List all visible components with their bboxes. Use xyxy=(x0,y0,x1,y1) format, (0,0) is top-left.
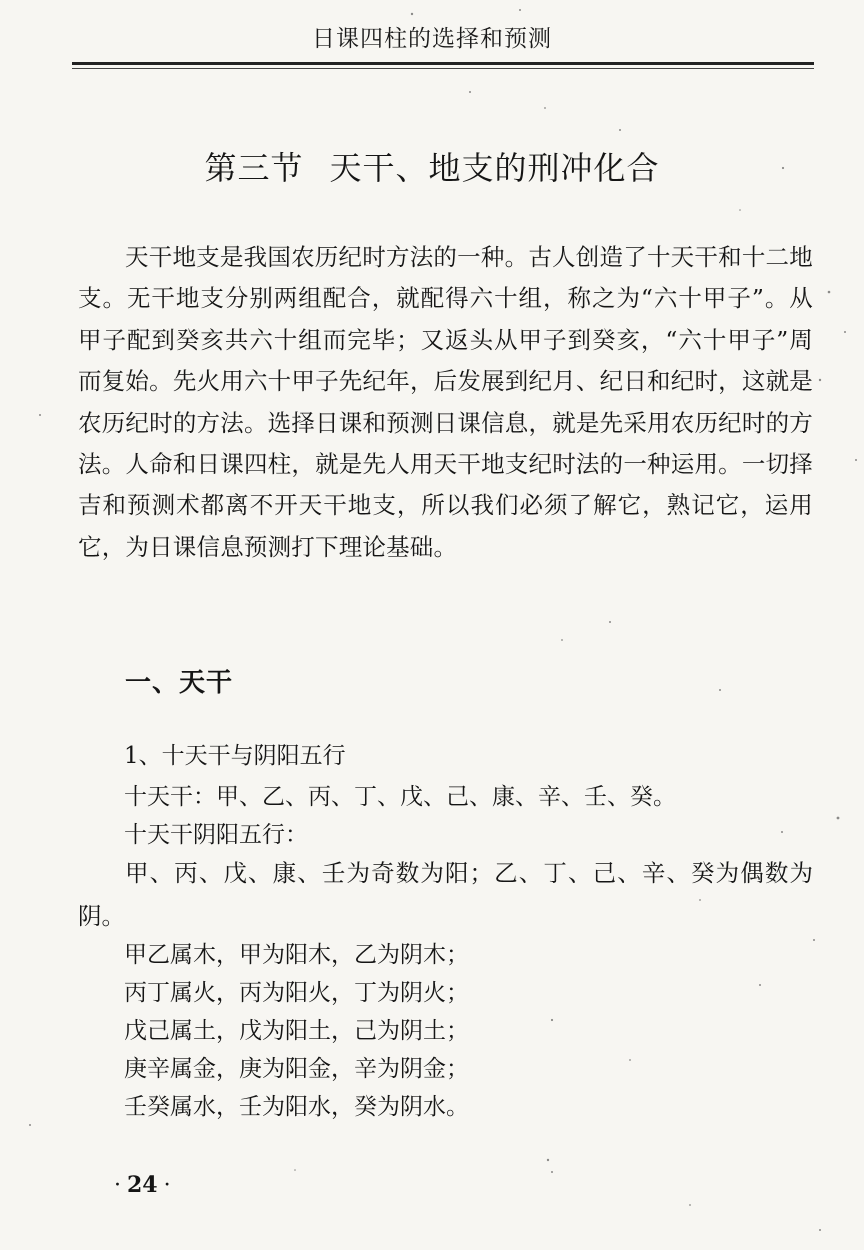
section-number: 第三节 xyxy=(204,149,304,187)
tiangan-list: 十天干：甲、乙、丙、丁、戊、己、康、辛、壬、癸。 xyxy=(124,784,676,810)
header-rule-thin xyxy=(72,68,814,69)
page-number: · 24 · xyxy=(114,1172,171,1198)
element-line: 戊己属土，戊为阳土，己为阴土； xyxy=(124,1018,469,1044)
page-number-value: 24 xyxy=(127,1172,158,1198)
section-heading: 天干、地支的刑冲化合 xyxy=(329,149,660,187)
item-heading: 1、十天干与阴阳五行 xyxy=(124,743,346,769)
subsection-title: 一、天干 xyxy=(125,668,234,698)
yinyang-paragraph: 甲、丙、戊、康、壬为奇数为阳；乙、丁、己、辛、癸为偶数为阴。 xyxy=(78,859,813,930)
intro-paragraph: 天干地支是我国农历纪时方法的一种。古人创造了十天干和十二地支。无干地支分别两组配合，就配得六十组，称之为“六十甲子”。从甲子配到癸亥共六十组而完毕；又返头从甲子到癸亥，“六十甲子”周而复始。先火用六十甲子先纪年，后发展到纪月、纪日和纪时，这就是农历纪时的方法。选择日课和预测日课信息，就是先采用农历纪时的方法。人命和日课四柱，就是先人用天干地支纪时法的一种运用。一切择吉和预测术都离不开天干地支，所以我们必须了解它，熟记它，运用它，为日课信息预测打下理论基础。 xyxy=(78,243,813,561)
element-line: 甲乙属木，甲为阳木，乙为阴木； xyxy=(124,942,469,968)
element-line: 庚辛属金，庚为阳金，辛为阴金； xyxy=(124,1056,469,1082)
header-rule xyxy=(72,62,814,65)
yinyang-heading: 十天干阴阳五行： xyxy=(124,822,308,848)
running-header: 日课四柱的选择和预测 xyxy=(312,26,552,52)
element-line: 丙丁属火，丙为阳火，丁为阴火； xyxy=(124,980,469,1006)
element-line: 壬癸属水，壬为阳水，癸为阴水。 xyxy=(124,1094,469,1120)
section-title xyxy=(0,143,864,189)
